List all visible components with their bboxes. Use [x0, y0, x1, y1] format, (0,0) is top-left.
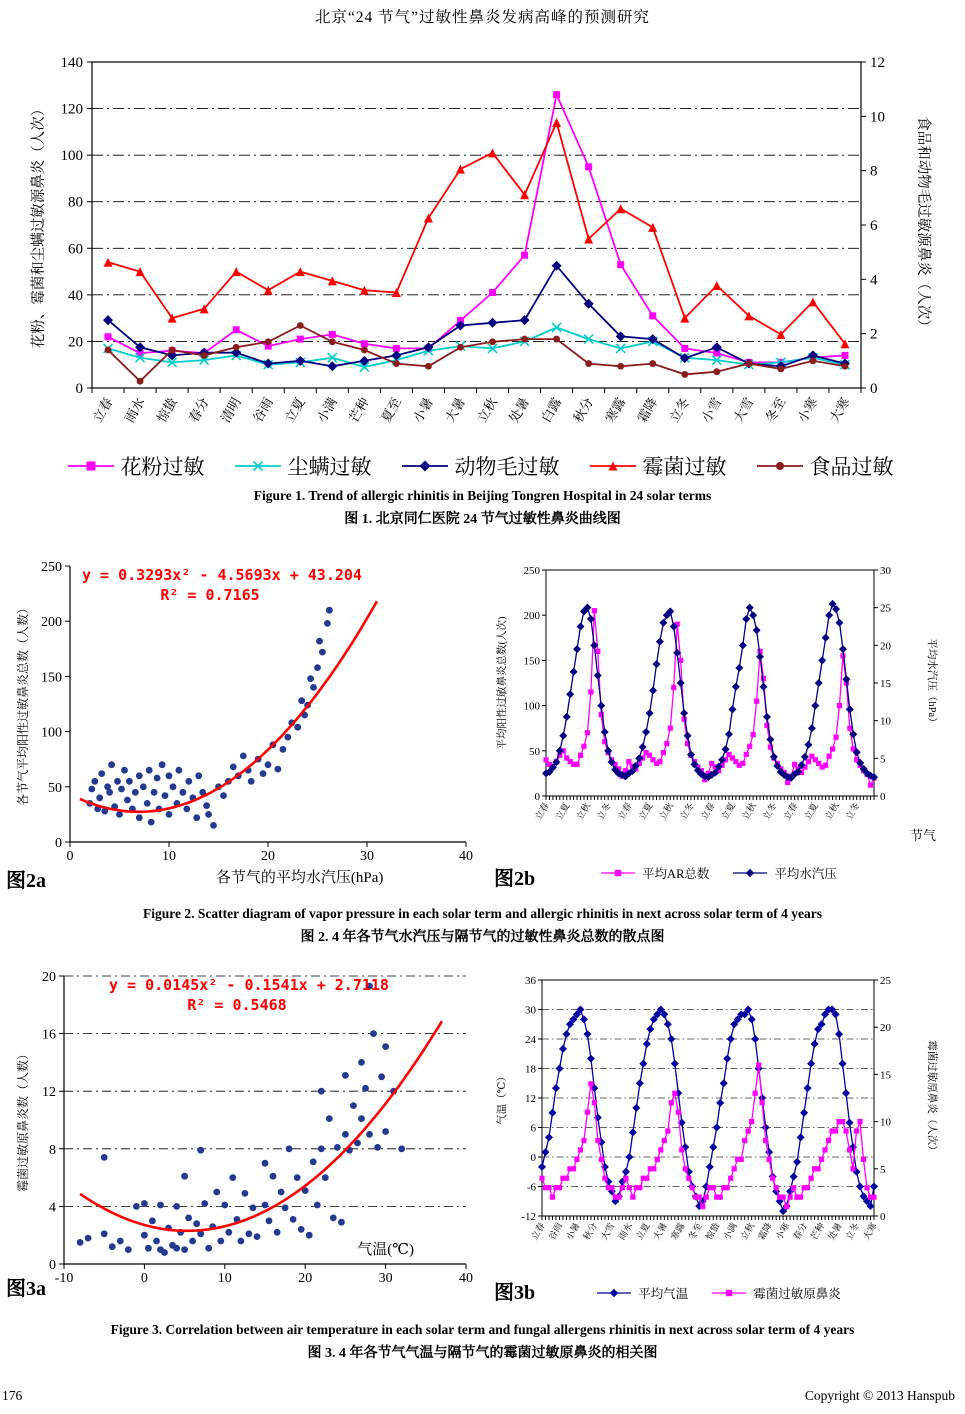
- svg-text:20: 20: [298, 1271, 313, 1286]
- svg-text:芒种: 芒种: [808, 1221, 827, 1242]
- svg-text:18: 18: [525, 1063, 536, 1076]
- svg-text:节气: 节气: [909, 828, 937, 843]
- svg-text:寒露: 寒露: [668, 1221, 687, 1242]
- svg-text:立春: 立春: [533, 801, 551, 822]
- svg-text:50: 50: [48, 780, 62, 796]
- svg-text:40: 40: [459, 849, 473, 864]
- svg-text:大雪: 大雪: [730, 395, 757, 426]
- svg-text:雨水: 雨水: [616, 1221, 635, 1242]
- svg-text:0: 0: [530, 1152, 536, 1164]
- svg-text:6: 6: [530, 1122, 536, 1135]
- legend-label: 花粉过敏: [120, 455, 205, 479]
- svg-text:立夏: 立夏: [281, 395, 308, 426]
- copyright: Copyright © 2013 Hanspub: [804, 1388, 955, 1403]
- legend-item-0: [597, 1284, 688, 1302]
- legend-label: 动物毛过敏: [454, 455, 560, 479]
- svg-text:120: 120: [60, 101, 83, 118]
- figure1: [28, 48, 933, 481]
- svg-text:立春: 立春: [529, 1221, 547, 1242]
- legend-item-2: [402, 451, 560, 481]
- svg-text:立春: 立春: [698, 801, 717, 822]
- svg-text:小满: 小满: [721, 1221, 739, 1242]
- figure3-caption-en: Figure 3. Correlation between air temperature in each solar term and fungal allergens rhinitis in next across solar term of 4 years: [110, 1322, 855, 1337]
- legend-item-1: [733, 864, 837, 882]
- svg-text:250: 250: [523, 565, 540, 577]
- svg-text:立秋: 立秋: [740, 801, 758, 822]
- svg-text:芒种: 芒种: [345, 395, 372, 426]
- legend-marker-diamond-icon: [402, 458, 448, 474]
- svg-text:20: 20: [68, 334, 83, 351]
- figure3a-label: 图3a: [6, 1278, 46, 1300]
- svg-text:立冬: 立冬: [666, 395, 693, 426]
- svg-text:20: 20: [880, 1022, 891, 1035]
- figure2a: [14, 552, 484, 902]
- svg-text:冬至: 冬至: [762, 395, 789, 426]
- svg-text:25: 25: [880, 602, 891, 615]
- svg-text:0: 0: [870, 381, 878, 397]
- svg-text:立冬: 立冬: [678, 801, 696, 822]
- svg-text:小满: 小满: [313, 395, 340, 426]
- svg-text:立春: 立春: [781, 801, 800, 822]
- svg-text:平均阳性过敏鼻炎总数(人次): 平均阳性过敏鼻炎总数(人次): [497, 616, 508, 750]
- svg-text:雨水: 雨水: [121, 395, 148, 426]
- figure3b: [494, 968, 944, 1302]
- svg-text:0: 0: [534, 791, 540, 803]
- svg-text:惊蛰: 惊蛰: [703, 1221, 722, 1242]
- svg-text:200: 200: [523, 610, 540, 623]
- svg-text:立秋: 立秋: [474, 395, 501, 426]
- svg-text:2: 2: [870, 326, 878, 343]
- figure1-caption-zh: 图 1. 北京同仁医院 24 节气过敏性鼻炎曲线图: [344, 512, 621, 527]
- svg-text:24: 24: [525, 1034, 536, 1046]
- svg-text:立春: 立春: [89, 395, 116, 426]
- figure2b-legend: [494, 864, 944, 882]
- svg-text:小暑: 小暑: [410, 395, 437, 426]
- svg-text:花粉、霉菌和尘螨过敏源鼻炎（人次）: 花粉、霉菌和尘螨过敏源鼻炎（人次）: [31, 101, 47, 349]
- legend-marker-triangle-icon: [590, 458, 636, 474]
- svg-text:200: 200: [41, 615, 62, 631]
- svg-text:60: 60: [68, 241, 83, 258]
- svg-text:20: 20: [261, 849, 275, 864]
- svg-text:大寒: 大寒: [861, 1221, 879, 1242]
- svg-text:10: 10: [870, 109, 885, 126]
- svg-text:80: 80: [68, 194, 83, 211]
- svg-text:立秋: 立秋: [657, 801, 676, 822]
- svg-text:140: 140: [60, 55, 83, 71]
- legend-marker-x-icon: [235, 458, 281, 474]
- svg-text:12: 12: [525, 1093, 536, 1105]
- figure3b-legend: [494, 1284, 944, 1302]
- svg-text:y = 0.0145x² - 0.1541x + 2.711: y = 0.0145x² - 0.1541x + 2.7118: [109, 976, 389, 994]
- svg-text:各节气的平均水汽压(hPa): 各节气的平均水汽压(hPa): [215, 870, 384, 886]
- svg-text:0: 0: [75, 381, 83, 397]
- figure1-legend: [28, 451, 933, 481]
- svg-text:15: 15: [880, 678, 891, 690]
- figure2b-line-chart: [494, 556, 939, 856]
- legend-label: 尘螨过敏: [287, 455, 372, 479]
- svg-text:霉菌过敏原鼻炎数（人数）: 霉菌过敏原鼻炎数（人数）: [16, 1047, 30, 1193]
- svg-text:食品和动物毛过敏源鼻炎（人次）: 食品和动物毛过敏源鼻炎（人次）: [915, 116, 931, 334]
- legend-marker-diamond-icon: [597, 1287, 631, 1299]
- svg-text:立夏: 立夏: [802, 801, 821, 822]
- svg-text:0: 0: [880, 791, 886, 803]
- svg-text:立秋: 立秋: [738, 1221, 757, 1242]
- svg-text:冬至: 冬至: [686, 1221, 704, 1242]
- legend-label: 食品过敏: [809, 455, 894, 479]
- svg-text:100: 100: [41, 725, 62, 741]
- figure3-caption-zh: 图 3. 4 年各节气气温与隔节气的霉菌过敏原鼻炎的相关图: [307, 1346, 658, 1361]
- svg-text:150: 150: [523, 655, 540, 668]
- svg-text:0: 0: [66, 849, 74, 864]
- svg-text:大暑: 大暑: [651, 1221, 670, 1242]
- svg-text:40: 40: [459, 1271, 473, 1286]
- svg-text:36: 36: [525, 975, 536, 987]
- legend-marker-square-icon: [601, 867, 635, 879]
- svg-text:12: 12: [870, 55, 885, 71]
- svg-text:20: 20: [42, 970, 56, 985]
- svg-text:大暑: 大暑: [442, 395, 469, 426]
- figure2-caption-zh: 图 2. 4 年各节气水汽压与隔节气的过敏性鼻炎总数的散点图: [300, 930, 665, 945]
- paper-title: 北京“24 节气”过敏性鼻炎发病高峰的预测研究: [314, 9, 651, 26]
- legend-label: 霉菌过敏原鼻炎: [753, 1287, 841, 1301]
- legend-item-1: [712, 1284, 841, 1302]
- legend-label: 平均水汽压: [774, 867, 837, 881]
- svg-text:4: 4: [49, 1200, 56, 1216]
- figure3-caption: [0, 1322, 965, 1362]
- legend-item-4: [757, 451, 894, 481]
- figure3b-label: 图3b: [494, 1282, 536, 1304]
- svg-text:10: 10: [880, 715, 891, 728]
- svg-text:惊蛰: 惊蛰: [153, 395, 180, 426]
- page-number: 176: [2, 1388, 23, 1403]
- svg-text:春分: 春分: [791, 1221, 809, 1242]
- legend-label: 霉菌过敏: [642, 455, 727, 479]
- legend-item-0: [68, 451, 205, 481]
- svg-text:立冬: 立冬: [843, 1221, 862, 1242]
- svg-text:立夏: 立夏: [553, 801, 572, 822]
- svg-text:0: 0: [880, 1211, 886, 1223]
- svg-text:10: 10: [162, 849, 176, 864]
- figure2b-label: 图2b: [494, 868, 536, 890]
- svg-text:-6: -6: [526, 1181, 536, 1194]
- svg-text:100: 100: [60, 148, 83, 165]
- svg-text:8: 8: [49, 1142, 56, 1158]
- svg-text:寒露: 寒露: [602, 395, 629, 426]
- svg-text:处暑: 处暑: [826, 1221, 844, 1242]
- svg-text:大寒: 大寒: [826, 395, 853, 426]
- svg-text:小暑: 小暑: [564, 1221, 582, 1242]
- figure2-caption: [0, 906, 965, 946]
- legend-item-1: [235, 451, 372, 481]
- svg-text:处暑: 处暑: [506, 395, 533, 426]
- figure1-line-chart: [28, 48, 933, 445]
- svg-text:谷雨: 谷雨: [546, 1221, 565, 1242]
- svg-text:R² = 0.5468: R² = 0.5468: [187, 996, 287, 1014]
- svg-text:清明: 清明: [217, 395, 244, 426]
- svg-text:各节气平均阳性过敏鼻炎总数（人数）: 各节气平均阳性过敏鼻炎总数（人数）: [16, 601, 30, 807]
- figure1-caption: [0, 488, 965, 528]
- svg-text:-12: -12: [521, 1211, 536, 1223]
- svg-text:立冬: 立冬: [595, 801, 613, 822]
- legend-marker-diamond-icon: [733, 867, 767, 879]
- svg-text:30: 30: [880, 565, 891, 577]
- svg-text:大雪: 大雪: [598, 1221, 617, 1242]
- legend-marker-square-icon: [68, 458, 114, 474]
- svg-text:小雪: 小雪: [698, 395, 725, 426]
- svg-text:秋分: 秋分: [581, 1221, 600, 1242]
- svg-text:4: 4: [870, 272, 878, 289]
- svg-text:立夏: 立夏: [719, 801, 738, 822]
- svg-text:立冬: 立冬: [843, 801, 862, 822]
- figure2a-label: 图2a: [6, 870, 46, 892]
- svg-text:平均水汽压（hPa）: 平均水汽压（hPa）: [926, 638, 937, 728]
- svg-text:霉菌过敏原鼻炎（人次）: 霉菌过敏原鼻炎（人次）: [926, 1040, 937, 1156]
- svg-text:y = 0.3293x² - 4.5693x + 43.20: y = 0.3293x² - 4.5693x + 43.204: [82, 566, 362, 584]
- svg-text:霜降: 霜降: [756, 1221, 774, 1242]
- svg-text:30: 30: [525, 1004, 536, 1017]
- svg-text:小寒: 小寒: [794, 395, 821, 426]
- svg-text:谷雨: 谷雨: [249, 395, 276, 426]
- svg-text:10: 10: [880, 1116, 891, 1129]
- svg-text:气温(℃): 气温(℃): [357, 1242, 414, 1258]
- svg-text:20: 20: [880, 640, 891, 653]
- svg-text:立春: 立春: [615, 801, 634, 822]
- svg-text:立夏: 立夏: [636, 801, 655, 822]
- svg-text:R² = 0.7165: R² = 0.7165: [160, 586, 260, 604]
- svg-text:立夏: 立夏: [633, 1221, 652, 1242]
- svg-text:春分: 春分: [185, 395, 212, 426]
- svg-text:立冬: 立冬: [760, 801, 779, 822]
- svg-text:白露: 白露: [538, 395, 565, 426]
- figure2a-scatter-chart: [14, 552, 484, 902]
- svg-text:16: 16: [42, 1027, 56, 1043]
- figure3b-line-chart: [494, 968, 939, 1276]
- figure3a-scatter-chart: [14, 962, 484, 1314]
- svg-text:25: 25: [880, 975, 891, 987]
- figure1-caption-en: Figure 1. Trend of allergic rhinitis in Beijing Tongren Hospital in 24 solar terms: [253, 488, 712, 503]
- svg-text:50: 50: [529, 745, 540, 758]
- svg-text:气温（℃）: 气温（℃）: [497, 1071, 508, 1125]
- svg-text:-10: -10: [54, 1271, 74, 1286]
- legend-marker-circle-icon: [757, 458, 803, 474]
- svg-text:5: 5: [880, 1163, 886, 1176]
- legend-item-3: [590, 451, 727, 481]
- svg-text:立秋: 立秋: [823, 801, 841, 822]
- svg-text:12: 12: [42, 1085, 56, 1101]
- svg-text:立秋: 立秋: [574, 801, 593, 822]
- svg-text:小寒: 小寒: [773, 1221, 792, 1242]
- svg-text:5: 5: [880, 753, 886, 766]
- svg-text:40: 40: [68, 287, 83, 304]
- svg-text:250: 250: [41, 560, 62, 575]
- svg-text:秋分: 秋分: [570, 395, 597, 426]
- figure2b: [494, 556, 944, 882]
- svg-text:6: 6: [870, 218, 878, 234]
- svg-text:15: 15: [880, 1069, 891, 1082]
- svg-text:10: 10: [217, 1271, 232, 1286]
- svg-text:夏至: 夏至: [377, 395, 404, 426]
- legend-marker-square-icon: [712, 1287, 746, 1299]
- figure2-caption-en: Figure 2. Scatter diagram of vapor pressure in each solar term and allergic rhinitis in next across solar term of 4 years: [143, 906, 822, 921]
- legend-label: 平均AR总数: [642, 867, 710, 881]
- svg-text:100: 100: [523, 700, 540, 713]
- svg-text:0: 0: [140, 1271, 148, 1286]
- svg-text:霜降: 霜降: [634, 395, 661, 426]
- figure3a: [14, 962, 484, 1314]
- legend-item-0: [601, 864, 709, 882]
- svg-text:0: 0: [55, 836, 62, 851]
- svg-text:30: 30: [378, 1271, 393, 1286]
- svg-text:150: 150: [41, 670, 62, 686]
- svg-text:8: 8: [870, 163, 878, 180]
- svg-text:0: 0: [49, 1258, 56, 1273]
- svg-text:30: 30: [360, 849, 374, 864]
- legend-label: 平均气温: [638, 1287, 689, 1301]
